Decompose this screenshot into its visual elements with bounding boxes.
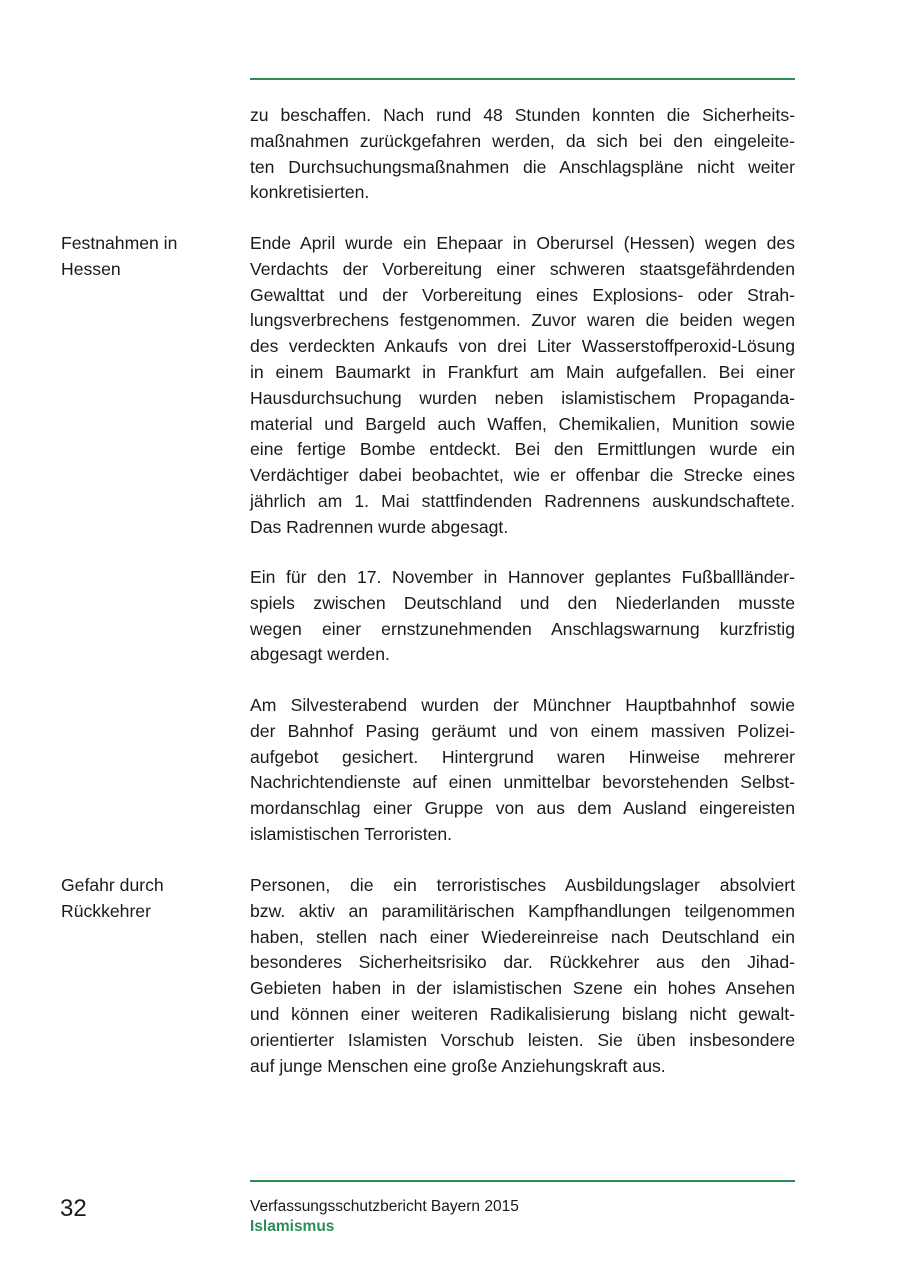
text-line: Ende April wurde ein Ehepaar in Oberursel (Hessen) wegen des — [250, 233, 795, 253]
margin-note-festnahmen — [61, 231, 231, 283]
text-line: besonderes Sicherheitsrisiko dar. Rückkehrer aus den Jihad- — [250, 952, 795, 973]
text-line: zu beschaffen. Nach rund 48 Stunden konnten die Sicherheits- — [250, 105, 795, 125]
text-line: ten Durchsuchungsmaßnahmen die Anschlagspläne nicht weiter — [250, 156, 795, 177]
text-line: auf junge Menschen eine große Anziehungskraft aus. — [250, 1055, 666, 1076]
text-line: konkretisierten. — [250, 182, 370, 203]
text-line: Personen, die ein terroristisches Ausbildungslager absolviert — [250, 875, 795, 895]
page-number: 32 — [60, 1195, 87, 1222]
margin-note-line: Hessen — [61, 258, 121, 279]
text-line: Gewalttat und der Vorbereitung eines Explosions- oder Strah- — [250, 284, 795, 305]
text-line: material und Bargeld auch Waffen, Chemikalien, Munition sowie — [250, 413, 795, 434]
paragraph-festnahmen — [250, 231, 795, 541]
margin-note-line: Rückkehrer — [61, 900, 151, 921]
text-line: mordanschlag einer Gruppe von aus dem Ausland eingereisten — [250, 798, 795, 819]
text-line: islamistischen Terroristen. — [250, 823, 453, 844]
text-line: abgesagt werden. — [250, 644, 390, 665]
text-line: bzw. aktiv an paramilitärischen Kampfhandlungen teilgenommen — [250, 900, 795, 921]
paragraph-fussball — [250, 565, 795, 668]
text-line: Verdächtiger dabei beobachtet, wie er offenbar die Strecke eines — [250, 465, 795, 486]
top-divider — [250, 78, 795, 80]
text-line: orientierter Islamisten Vorschub leisten. Sie üben insbesondere — [250, 1029, 795, 1050]
margin-note-line: Gefahr durch — [61, 875, 164, 895]
bottom-divider — [250, 1180, 795, 1182]
text-line: haben, stellen nach einer Wiedereinreise nach Deutschland ein — [250, 926, 795, 947]
text-line: Am Silvesterabend wurden der Münchner Hauptbahnhof sowie — [250, 695, 795, 715]
paragraph-rueckkehrer — [250, 873, 795, 1079]
text-line: Das Radrennen wurde abgesagt. — [250, 516, 509, 537]
text-line: Ein für den 17. November in Hannover geplantes Fußballländer- — [250, 567, 795, 587]
text-line: Gebieten haben in der islamistischen Szene ein hohes Ansehen — [250, 978, 795, 999]
text-line: der Bahnhof Pasing geräumt und von einem massiven Polizei- — [250, 720, 795, 741]
text-line: aufgebot gesichert. Hintergrund waren Hinweise mehrerer — [250, 746, 795, 767]
footer-report-title: Verfassungsschutzbericht Bayern 2015 — [250, 1198, 519, 1215]
text-line: lungsverbrechens festgenommen. Zuvor waren die beiden wegen — [250, 310, 795, 331]
text-line: in einem Baumarkt in Frankfurt am Main aufgefallen. Bei einer — [250, 361, 795, 382]
text-line: Verdachts der Vorbereitung einer schweren staatsgefährdenden — [250, 258, 795, 279]
paragraph-silvester — [250, 693, 795, 848]
text-line: maßnahmen zurückgefahren werden, da sich bei den eingeleite- — [250, 130, 795, 151]
footer-section-name: Islamismus — [250, 1218, 335, 1235]
text-line: wegen einer ernstzunehmenden Anschlagswarnung kurzfristig — [250, 618, 795, 639]
text-line: Hausdurchsuchung wurden neben islamistischem Propaganda- — [250, 387, 795, 408]
margin-note-line: Festnahmen in — [61, 233, 178, 253]
text-line: jährlich am 1. Mai stattfindenden Radrennens auskundschaftete. — [250, 490, 795, 511]
text-line: eine fertige Bombe entdeckt. Bei den Ermittlungen wurde ein — [250, 439, 795, 460]
text-line: spiels zwischen Deutschland und den Niederlanden musste — [250, 592, 795, 613]
margin-note-rueckkehrer — [61, 873, 231, 925]
text-line: und können einer weiteren Radikalisierung bislang nicht gewalt- — [250, 1003, 795, 1024]
text-line: des verdeckten Ankaufs von drei Liter Wasserstoffperoxid-Lösung — [250, 336, 795, 357]
intro-paragraph — [250, 103, 795, 206]
text-line: Nachrichtendienste auf einen unmittelbar bevorstehenden Selbst- — [250, 772, 795, 793]
